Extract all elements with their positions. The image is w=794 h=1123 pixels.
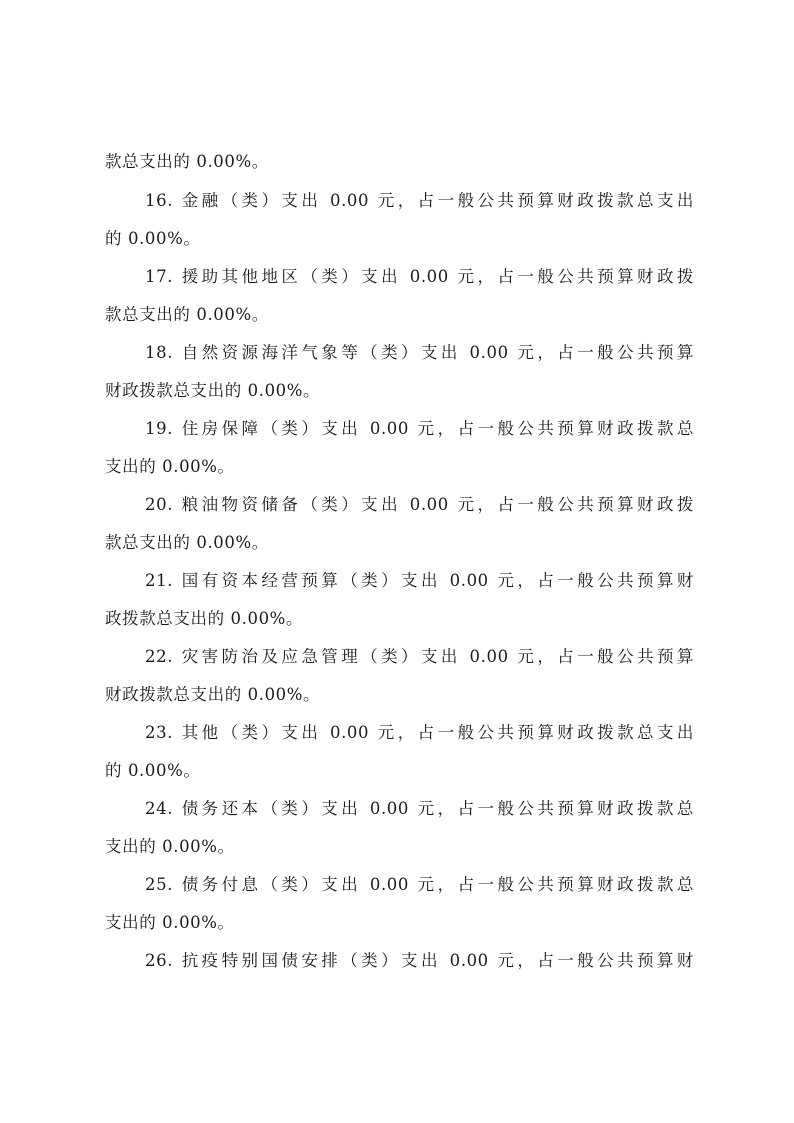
line-text: 的 0.00%。: [105, 229, 201, 248]
line-text: 19. 住房保障（类）支出 0.00 元，占一般公共预算财政拨款总: [145, 419, 694, 438]
paragraph-first-line: [0, 186, 794, 216]
line-text: 21. 国有资本经营预算（类）支出 0.00 元，占一般公共预算财: [145, 571, 694, 590]
line-text: 款总支出的 0.00%。: [105, 533, 269, 552]
text-line: [0, 832, 794, 862]
line-text: 18. 自然资源海洋气象等（类）支出 0.00 元，占一般公共预算: [145, 343, 694, 362]
line-text: 支出的 0.00%。: [105, 457, 235, 476]
text-line: [0, 680, 794, 710]
line-text: 26. 抗疫特别国债安排（类）支出 0.00 元，占一般公共预算财: [145, 951, 694, 970]
text-line: [0, 300, 794, 330]
line-text: 17. 援助其他地区（类）支出 0.00 元，占一般公共预算财政拨: [145, 267, 694, 286]
paragraph-first-line: [0, 566, 794, 596]
paragraph-first-line: [0, 262, 794, 292]
line-text: 22. 灾害防治及应急管理（类）支出 0.00 元，占一般公共预算: [145, 647, 694, 666]
line-text: 支出的 0.00%。: [105, 913, 235, 932]
line-text: 24. 债务还本（类）支出 0.00 元，占一般公共预算财政拨款总: [145, 799, 694, 818]
paragraph-first-line: [0, 870, 794, 900]
line-text: 的 0.00%。: [105, 761, 201, 780]
paragraph-first-line: [0, 794, 794, 824]
text-line: [0, 147, 794, 177]
line-text: 23. 其他（类）支出 0.00 元，占一般公共预算财政拨款总支出: [145, 723, 694, 742]
line-text: 20. 粮油物资储备（类）支出 0.00 元，占一般公共预算财政拨: [145, 495, 694, 514]
text-line: [0, 908, 794, 938]
paragraph-first-line: [0, 490, 794, 520]
text-line: [0, 376, 794, 406]
line-text: 16. 金融（类）支出 0.00 元，占一般公共预算财政拨款总支出: [145, 191, 694, 210]
line-text: 财政拨款总支出的 0.00%。: [105, 381, 321, 400]
line-text: 财政拨款总支出的 0.00%。: [105, 685, 321, 704]
text-line: [0, 528, 794, 558]
paragraph-first-line: [0, 338, 794, 368]
text-line: [0, 604, 794, 634]
text-line: [0, 756, 794, 786]
paragraph-first-line: [0, 414, 794, 444]
line-text: 政拨款总支出的 0.00%。: [105, 609, 304, 628]
paragraph-first-line: [0, 642, 794, 672]
text-line: [0, 224, 794, 254]
line-text: 25. 债务付息（类）支出 0.00 元，占一般公共预算财政拨款总: [145, 875, 694, 894]
line-text: 款总支出的 0.00%。: [105, 152, 269, 171]
line-text: 款总支出的 0.00%。: [105, 305, 269, 324]
text-line: [0, 452, 794, 482]
line-text: 支出的 0.00%。: [105, 837, 235, 856]
paragraph-first-line: [0, 718, 794, 748]
paragraph-first-line: [0, 946, 794, 976]
